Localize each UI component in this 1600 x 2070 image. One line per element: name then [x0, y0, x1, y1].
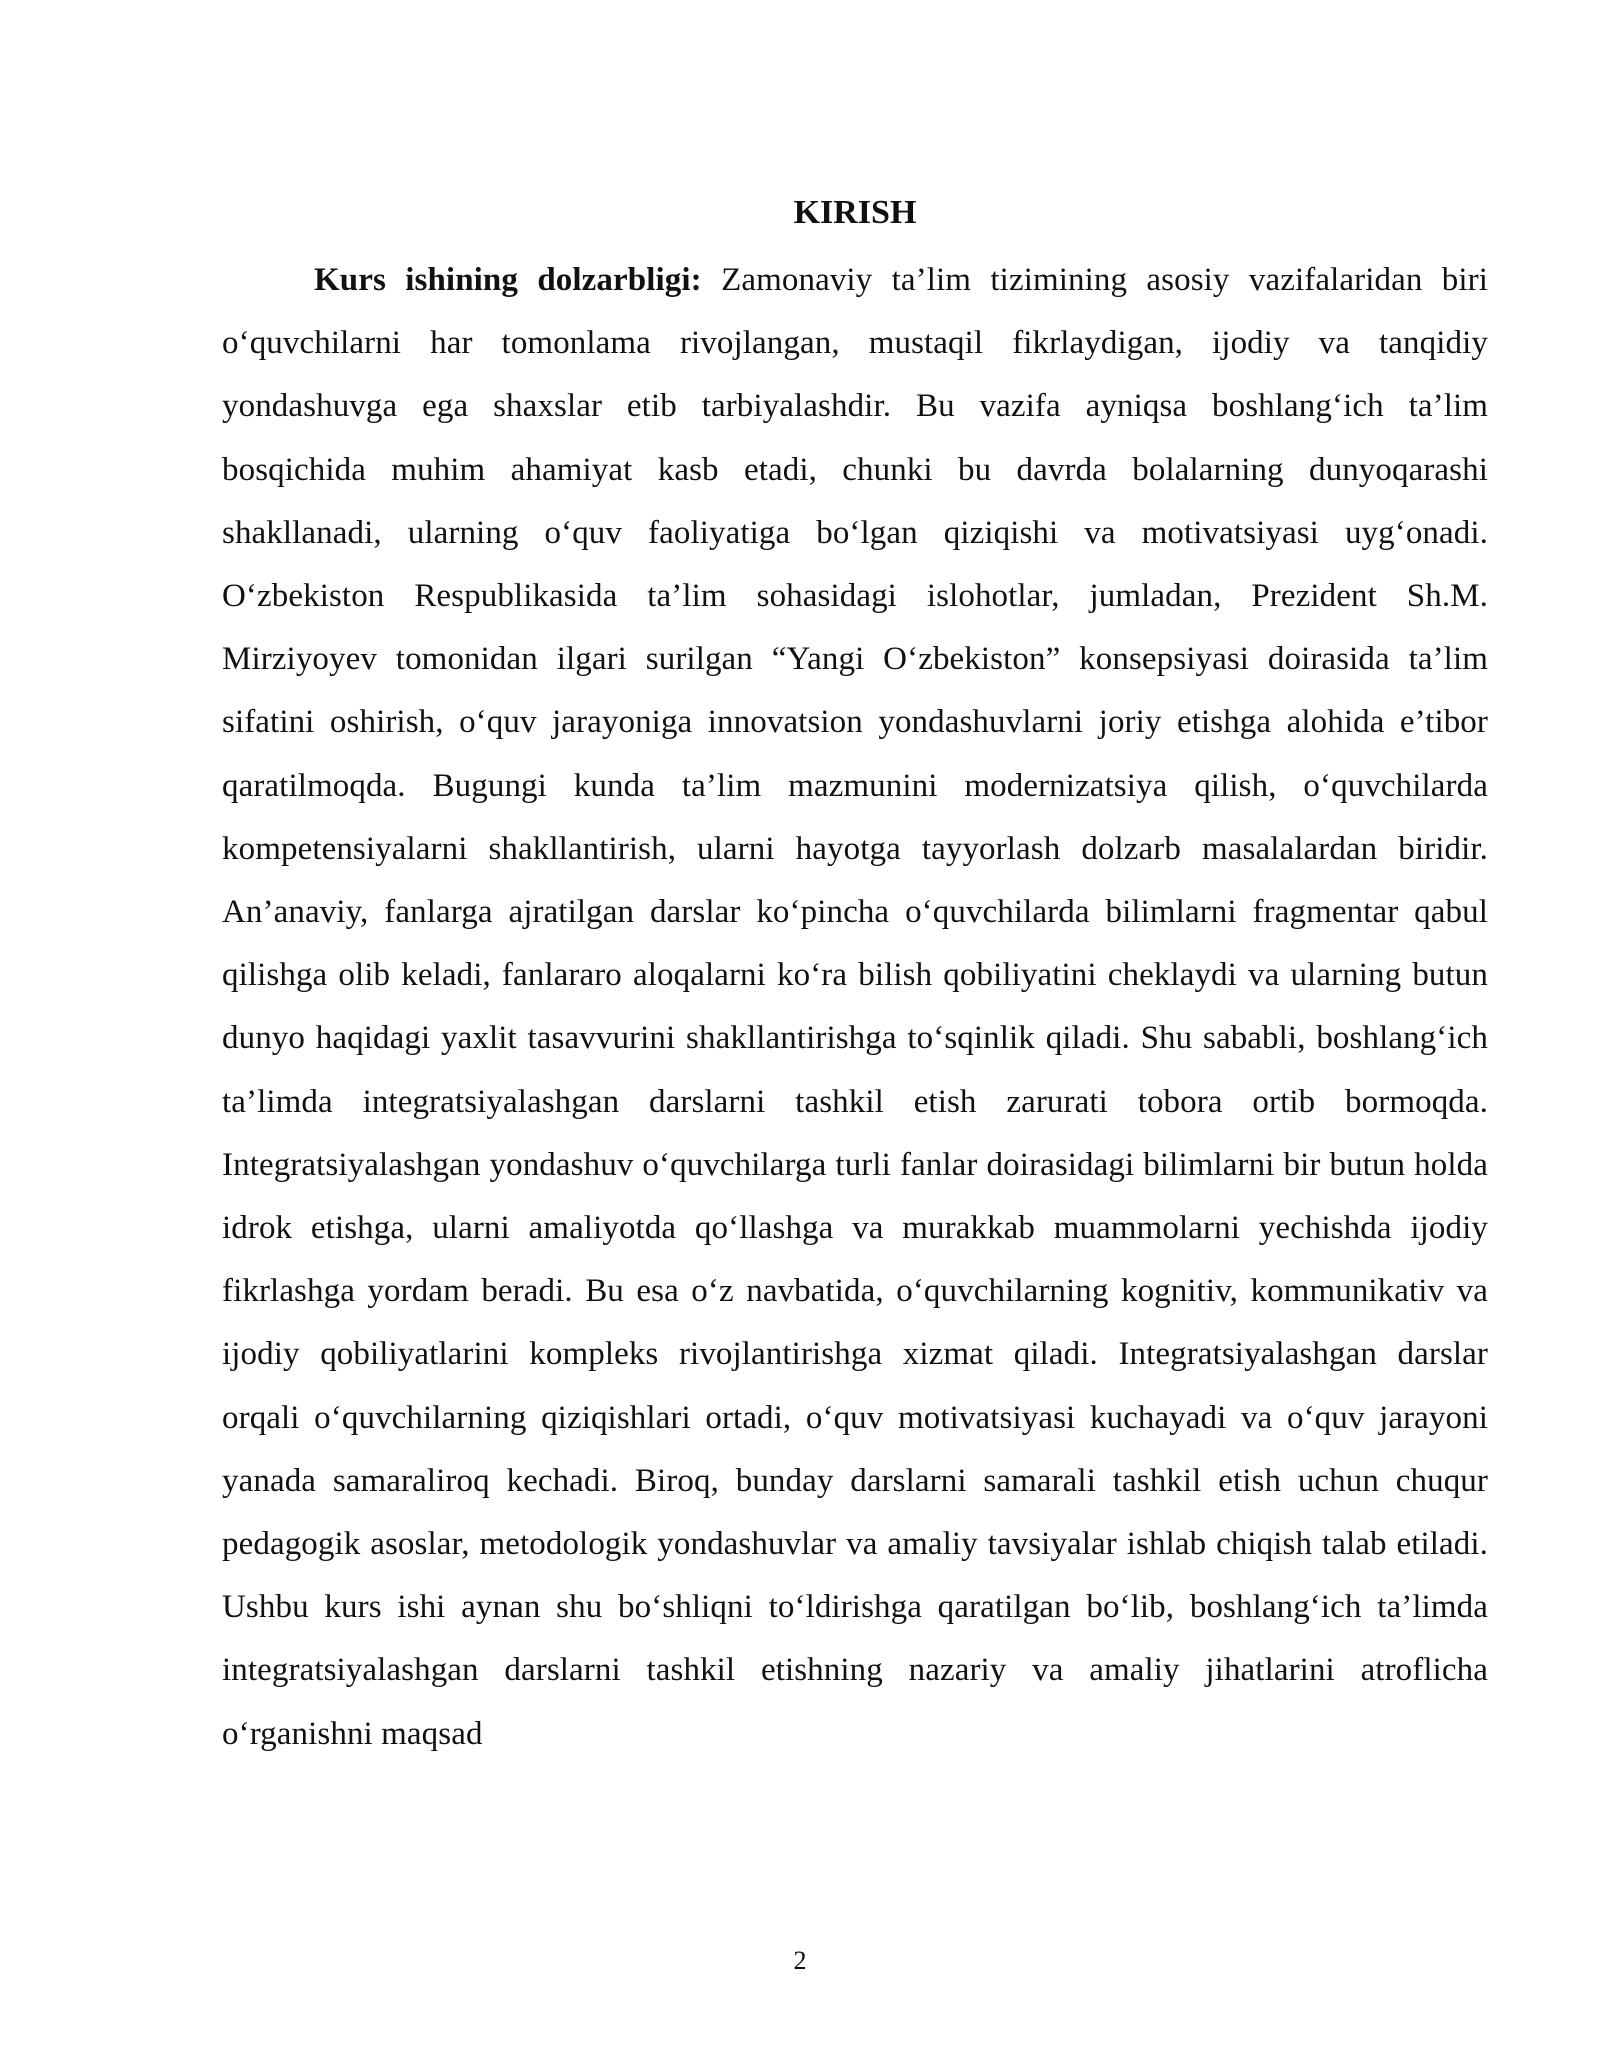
paragraph-text: Zamonaviy ta’lim tizimining asosiy vazifalaridan biri o‘quvchilarni har tomonlama rivojlangan, mustaqil fikrlaydigan, ijodiy va tanqidiy yondashuvga ega shaxslar etib tarbiyalashdir. Bu vazifa ayniqsa boshlang‘ich ta’lim bosqichida muhim ahamiyat kasb etadi, chunki bu davrda bolalarning dunyoqarashi shakllanadi, ularning o‘quv faoliyatiga bo‘lgan qiziqishi va motivatsiyasi uyg‘onadi. O‘zbekiston Respublikasida ta’lim sohasidagi islohotlar, jumladan, Prezident Sh.M. Mirziyoyev tomonidan ilgari surilgan “Yangi O‘zbekiston” konsepsiyasi doirasida ta’lim sifatini oshirish, o‘quv jarayoniga innovatsion yondashuvlarni joriy etishga alohida e’tibor qaratilmoqda. Bugungi kunda ta’lim mazmunini modernizatsiya qilish, o‘quvchilarda kompetensiyalarni shakllantirish, ularni hayotga tayyorlash dolzarb masalalardan biridir. An’anaviy, fanlarga ajratilgan darslar ko‘pincha o‘quvchilarda bilimlarni fragmentar qabul qilishga olib keladi, fanlararo aloqalarni ko‘ra bilish qobiliyatini cheklaydi va ularning butun dunyo haqidagi yaxlit tasavvurini shakllantirishga to‘sqinlik qiladi. Shu sababli, boshlang‘ich ta’limda integratsiyalashgan darslarni tashkil etish zarurati tobora ortib bormoqda. Integratsiyalashgan yondashuv o‘quvchilarga turli fanlar doirasidagi bilimlarni bir butun holda idrok etishga, ularni amaliyotda qo‘llashga va murakkab muammolarni yechishda ijodiy fikrlashga yordam beradi. Bu esa o‘z navbatida, o‘quvchilarning kognitiv, kommunikativ va ijodiy qobiliyatlarini kompleks rivojlantirishga xizmat qiladi. Integratsiyalashgan darslar orqali o‘quvchilarning qiziqishlari ortadi, o‘quv motivatsiyasi kuchayadi va o‘quv jarayoni yanada samaraliroq kechadi. Biroq, bunday darslarni samarali tashkil etish uchun chuqur pedagogik asoslar, metodologik yondashuvlar va amaliy tavsiyalar ishlab chiqish talab etiladi. Ushbu kurs ishi aynan shu bo‘shliqni to‘ldirishga qaratilgan bo‘lib, boshlang‘ich ta’limda integratsiyalashgan darslarni tashkil etishning nazariy va amaliy jihatlarini atroflicha o‘rganishni maqsad [222, 262, 1489, 1752]
page-title: KIRISH [793, 194, 917, 231]
page-number: 2 [793, 1946, 807, 1975]
body-paragraph [222, 249, 1488, 1766]
section-lead-label: Kurs ishining dolzarbligi: [314, 262, 702, 298]
